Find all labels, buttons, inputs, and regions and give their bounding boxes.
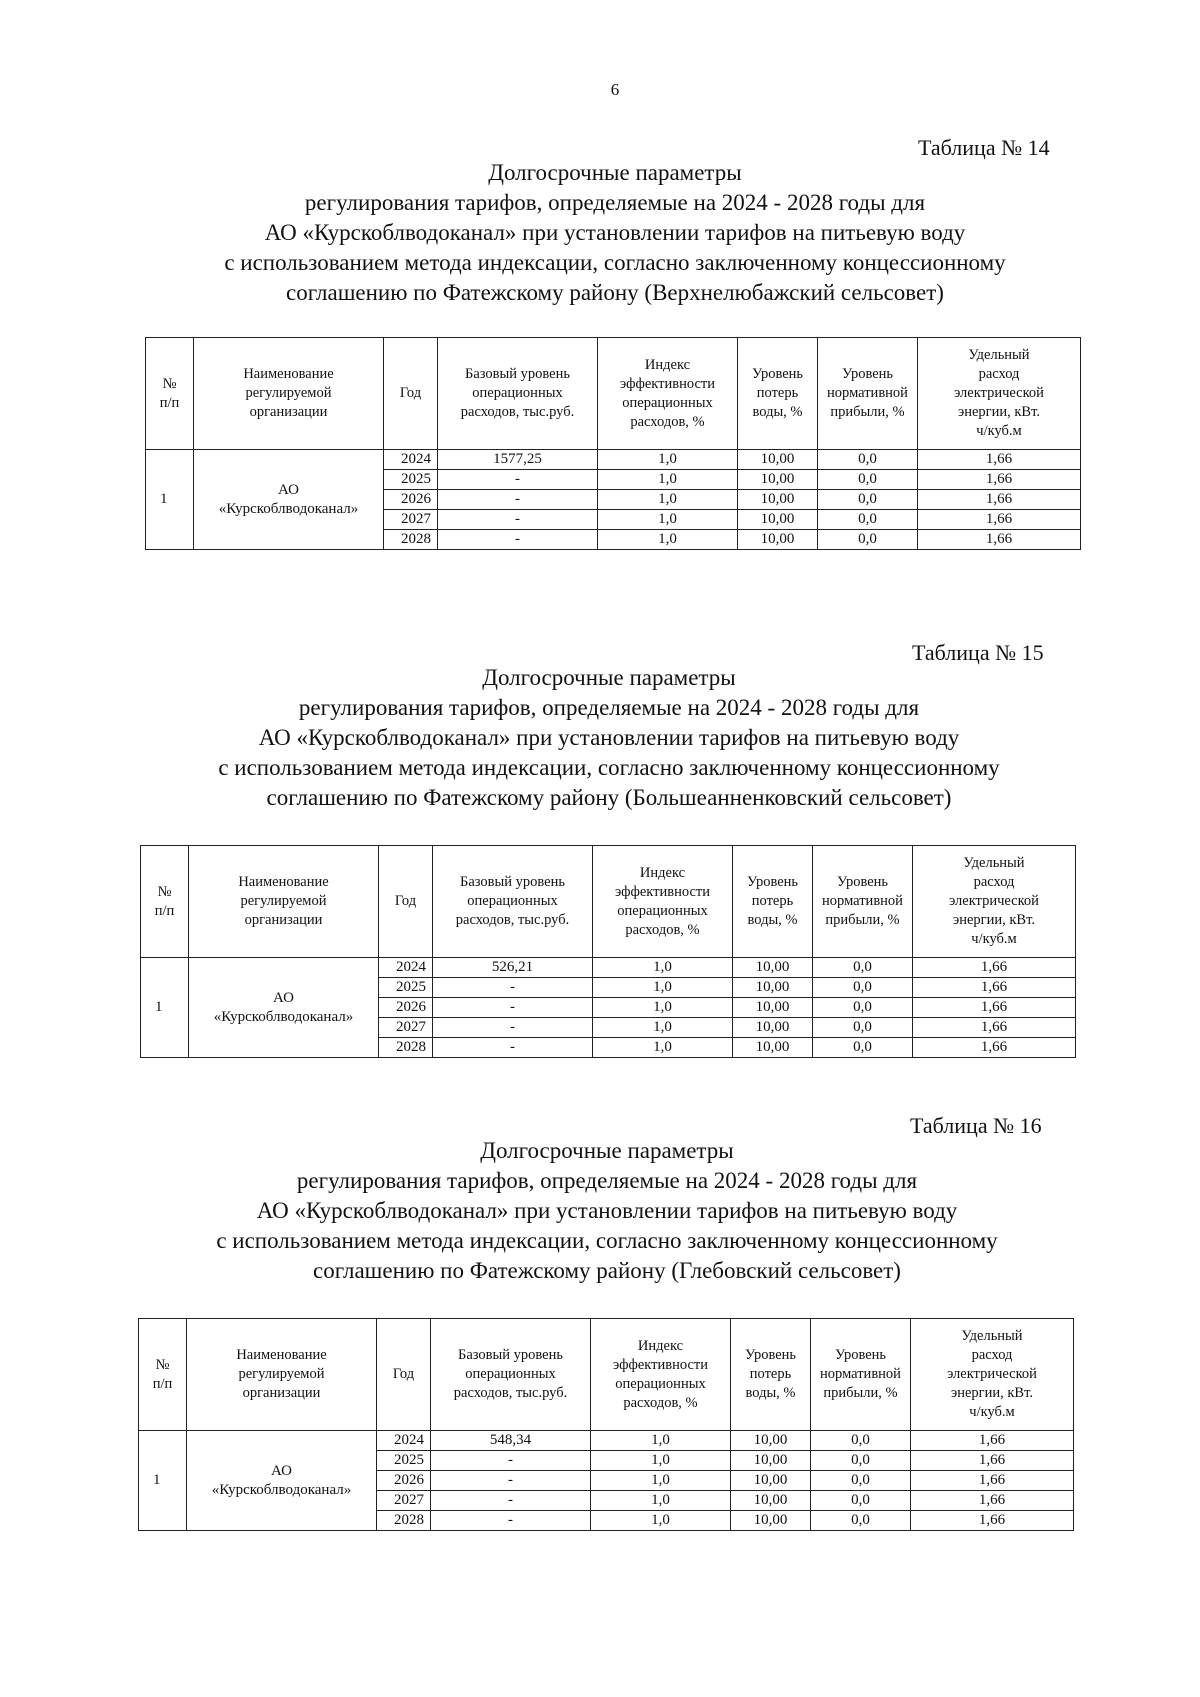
- year-cell: 2024: [379, 958, 433, 978]
- base-cell: -: [433, 978, 593, 998]
- base-cell: 1577,25: [438, 450, 598, 470]
- energy-cell: 1,66: [911, 1471, 1074, 1491]
- header-cell-index: Индекс эффективности операционных расходов, %: [598, 338, 738, 450]
- header-cell-year: Год: [379, 846, 433, 958]
- title-line: регулирования тарифов, определяемые на 2024 - 2028 годы для: [296, 1168, 918, 1193]
- header-row: [139, 1319, 1074, 1431]
- base-cell: -: [438, 490, 598, 510]
- year-cell: 2027: [384, 510, 438, 530]
- header-cell-base: Базовый уровень операционных расходов, тыс.руб.: [431, 1319, 591, 1431]
- index-cell: 1,0: [593, 998, 733, 1018]
- index-cell: 1,0: [591, 1471, 731, 1491]
- header-cell-num: № п/п: [146, 338, 194, 450]
- header-cell-profit: Уровень нормативной прибыли, %: [813, 846, 913, 958]
- losses-cell: 10,00: [738, 530, 818, 550]
- year-cell: 2028: [384, 530, 438, 550]
- base-cell: -: [433, 998, 593, 1018]
- header-cell-year: Год: [377, 1319, 431, 1431]
- header-cell-losses: Уровень потерь воды, %: [733, 846, 813, 958]
- index-cell: 1,0: [591, 1431, 731, 1451]
- page-number: 6: [610, 80, 620, 99]
- index-cell: 1,0: [593, 978, 733, 998]
- losses-cell: 10,00: [738, 510, 818, 530]
- energy-cell: 1,66: [911, 1431, 1074, 1451]
- profit-cell: 0,0: [813, 1038, 913, 1058]
- title-line: регулирования тарифов, определяемые на 2024 - 2028 годы для: [298, 695, 920, 720]
- title-line: Долгосрочные параметры: [488, 160, 742, 185]
- title-line: соглашению по Фатежскому району (Большеанненковский сельсовет): [266, 785, 952, 810]
- index-cell: 1,0: [593, 1018, 733, 1038]
- energy-cell: 1,66: [913, 978, 1076, 998]
- profit-cell: 0,0: [811, 1471, 911, 1491]
- losses-cell: 10,00: [733, 998, 813, 1018]
- energy-cell: 1,66: [913, 1018, 1076, 1038]
- year-cell: 2025: [377, 1451, 431, 1471]
- table-title: [112, 1136, 1102, 1286]
- org-name: АО «Курскоблводоканал»: [189, 958, 379, 1058]
- org-name: АО «Курскоблводоканал»: [187, 1431, 377, 1531]
- header-cell-profit: Уровень нормативной прибыли, %: [811, 1319, 911, 1431]
- title-line: с использованием метода индексации, согласно заключенному концессионному: [224, 250, 1006, 275]
- header-cell-losses: Уровень потерь воды, %: [731, 1319, 811, 1431]
- index-cell: 1,0: [598, 450, 738, 470]
- year-cell: 2027: [379, 1018, 433, 1038]
- base-cell: -: [433, 1018, 593, 1038]
- table-title: [120, 158, 1110, 308]
- year-cell: 2026: [379, 998, 433, 1018]
- params-table: [145, 337, 1081, 550]
- losses-cell: 10,00: [733, 1038, 813, 1058]
- energy-cell: 1,66: [918, 530, 1081, 550]
- profit-cell: 0,0: [818, 450, 918, 470]
- base-cell: -: [431, 1511, 591, 1531]
- losses-cell: 10,00: [733, 1018, 813, 1038]
- header-cell-energy: Удельный расход электрической энергии, кВт. ч/куб.м: [911, 1319, 1074, 1431]
- year-cell: 2024: [384, 450, 438, 470]
- losses-cell: 10,00: [731, 1491, 811, 1511]
- year-cell: 2027: [377, 1491, 431, 1511]
- profit-cell: 0,0: [811, 1451, 911, 1471]
- title-line: Долгосрочные параметры: [480, 1138, 734, 1163]
- losses-cell: 10,00: [731, 1451, 811, 1471]
- losses-cell: 10,00: [733, 978, 813, 998]
- year-cell: 2026: [384, 490, 438, 510]
- params-table: [138, 1318, 1074, 1531]
- profit-cell: 0,0: [813, 978, 913, 998]
- year-cell: 2028: [379, 1038, 433, 1058]
- base-cell: -: [431, 1491, 591, 1511]
- profit-cell: 0,0: [811, 1511, 911, 1531]
- header-cell-index: Индекс эффективности операционных расходов, %: [593, 846, 733, 958]
- header-row: [141, 846, 1076, 958]
- title-line: с использованием метода индексации, согласно заключенному концессионному: [216, 1228, 998, 1253]
- header-cell-profit: Уровень нормативной прибыли, %: [818, 338, 918, 450]
- header-cell-base: Базовый уровень операционных расходов, тыс.руб.: [438, 338, 598, 450]
- table-row: [139, 1431, 1074, 1451]
- header-cell-energy: Удельный расход электрической энергии, кВт. ч/куб.м: [913, 846, 1076, 958]
- base-cell: -: [433, 1038, 593, 1058]
- losses-cell: 10,00: [733, 958, 813, 978]
- header-cell-index: Индекс эффективности операционных расходов, %: [591, 1319, 731, 1431]
- index-cell: 1,0: [591, 1511, 731, 1531]
- header-cell-org: Наименование регулируемой организации: [194, 338, 384, 450]
- table-row: [146, 450, 1081, 470]
- base-cell: -: [431, 1451, 591, 1471]
- header-cell-base: Базовый уровень операционных расходов, тыс.руб.: [433, 846, 593, 958]
- index-cell: 1,0: [598, 510, 738, 530]
- profit-cell: 0,0: [818, 470, 918, 490]
- base-cell: 526,21: [433, 958, 593, 978]
- index-cell: 1,0: [598, 530, 738, 550]
- header-cell-year: Год: [384, 338, 438, 450]
- header-cell-org: Наименование регулируемой организации: [189, 846, 379, 958]
- energy-cell: 1,66: [911, 1451, 1074, 1471]
- energy-cell: 1,66: [918, 450, 1081, 470]
- energy-cell: 1,66: [918, 510, 1081, 530]
- profit-cell: 0,0: [818, 510, 918, 530]
- energy-cell: 1,66: [918, 490, 1081, 510]
- energy-cell: 1,66: [911, 1511, 1074, 1531]
- base-cell: -: [431, 1471, 591, 1491]
- losses-cell: 10,00: [731, 1431, 811, 1451]
- profit-cell: 0,0: [813, 1018, 913, 1038]
- table-label: Таблица № 16: [910, 1113, 1042, 1138]
- table-title: [114, 663, 1104, 813]
- title-line: Долгосрочные параметры: [482, 665, 736, 690]
- year-cell: 2025: [384, 470, 438, 490]
- table-label: Таблица № 15: [912, 640, 1044, 665]
- table-row: [141, 958, 1076, 978]
- profit-cell: 0,0: [811, 1491, 911, 1511]
- row-number: 1: [139, 1431, 187, 1531]
- index-cell: 1,0: [598, 490, 738, 510]
- title-line: АО «Курскоблводоканал» при установлении тарифов на питьевую воду: [264, 220, 966, 245]
- year-cell: 2024: [377, 1431, 431, 1451]
- params-table: [140, 845, 1076, 1058]
- index-cell: 1,0: [593, 958, 733, 978]
- base-cell: 548,34: [431, 1431, 591, 1451]
- base-cell: -: [438, 510, 598, 530]
- title-line: АО «Курскоблводоканал» при установлении тарифов на питьевую воду: [258, 725, 960, 750]
- header-cell-energy: Удельный расход электрической энергии, кВт. ч/куб.м: [918, 338, 1081, 450]
- losses-cell: 10,00: [731, 1471, 811, 1491]
- losses-cell: 10,00: [738, 450, 818, 470]
- index-cell: 1,0: [593, 1038, 733, 1058]
- org-name: АО «Курскоблводоканал»: [194, 450, 384, 550]
- index-cell: 1,0: [598, 470, 738, 490]
- year-cell: 2026: [377, 1471, 431, 1491]
- profit-cell: 0,0: [818, 530, 918, 550]
- title-line: соглашению по Фатежскому району (Верхнелюбажский сельсовет): [286, 280, 944, 305]
- energy-cell: 1,66: [913, 958, 1076, 978]
- index-cell: 1,0: [591, 1451, 731, 1471]
- table-label: Таблица № 14: [918, 135, 1050, 160]
- energy-cell: 1,66: [913, 998, 1076, 1018]
- profit-cell: 0,0: [813, 958, 913, 978]
- losses-cell: 10,00: [731, 1511, 811, 1531]
- title-line: АО «Курскоблводоканал» при установлении тарифов на питьевую воду: [256, 1198, 958, 1223]
- header-cell-losses: Уровень потерь воды, %: [738, 338, 818, 450]
- losses-cell: 10,00: [738, 490, 818, 510]
- title-line: с использованием метода индексации, согласно заключенному концессионному: [218, 755, 1000, 780]
- header-cell-num: № п/п: [139, 1319, 187, 1431]
- energy-cell: 1,66: [913, 1038, 1076, 1058]
- base-cell: -: [438, 530, 598, 550]
- header-cell-num: № п/п: [141, 846, 189, 958]
- index-cell: 1,0: [591, 1491, 731, 1511]
- year-cell: 2028: [377, 1511, 431, 1531]
- year-cell: 2025: [379, 978, 433, 998]
- profit-cell: 0,0: [813, 998, 913, 1018]
- losses-cell: 10,00: [738, 470, 818, 490]
- profit-cell: 0,0: [818, 490, 918, 510]
- row-number: 1: [146, 450, 194, 550]
- base-cell: -: [438, 470, 598, 490]
- profit-cell: 0,0: [811, 1431, 911, 1451]
- energy-cell: 1,66: [918, 470, 1081, 490]
- title-line: соглашению по Фатежскому району (Глебовский сельсовет): [313, 1258, 901, 1283]
- header-cell-org: Наименование регулируемой организации: [187, 1319, 377, 1431]
- header-row: [146, 338, 1081, 450]
- row-number: 1: [141, 958, 189, 1058]
- energy-cell: 1,66: [911, 1491, 1074, 1511]
- title-line: регулирования тарифов, определяемые на 2024 - 2028 годы для: [304, 190, 926, 215]
